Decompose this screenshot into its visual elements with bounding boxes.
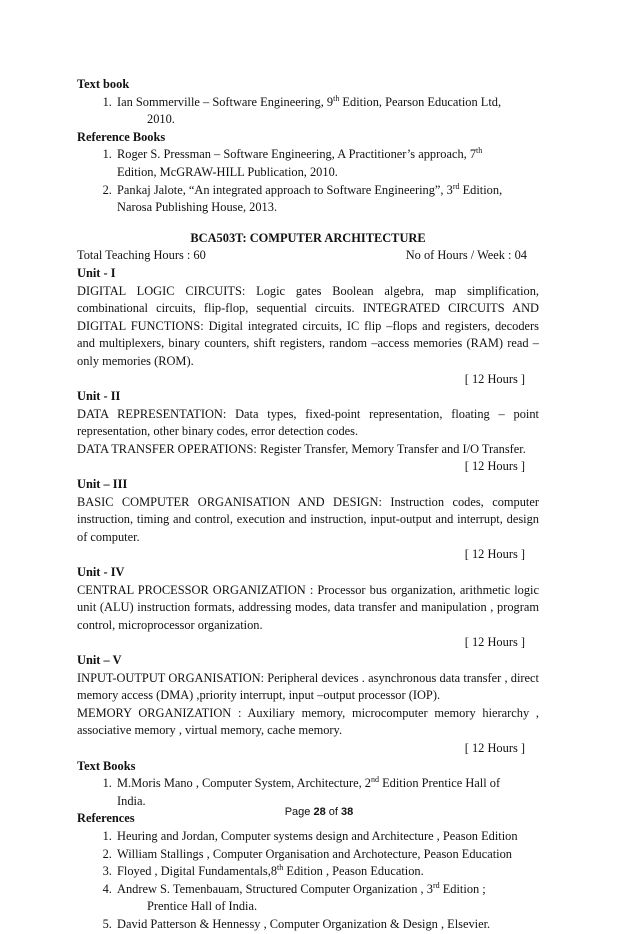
course-title: BCA503T: COMPUTER ARCHITECTURE — [190, 230, 426, 245]
reference-item: 1. Heuring and Jordan, Computer systems design and Architecture , Peason Edition — [115, 828, 539, 846]
textbook-heading: Text book — [77, 77, 130, 91]
references-list — [77, 828, 539, 934]
unit-description: DATA REPRESENTATION: Data types, fixed-point representation, floating – point representation, other binary codes, error detection codes. — [77, 406, 539, 439]
reference-books-heading: Reference Books — [77, 129, 166, 144]
unit-heading: Unit - I — [77, 265, 116, 280]
unit-hours: [ 12 Hours ] — [464, 371, 525, 386]
unit-description: DIGITAL LOGIC CIRCUITS: Logic gates Boolean algebra, map simplification, combinational circuits, flip-flop, sequential circuits. INTEGRATED CIRCUITS AND DIGITAL FUNCTIONS: Digital integrated circuits, IC flip –flops and registers, decoders and multiplexers, binary counters, shift registers, random –access memories (RAM) read –only memories (ROM). — [77, 283, 539, 368]
unit-heading: Unit - IV — [77, 565, 125, 580]
reference-item: 5. David Patterson & Hennessy , Computer Organization & Design , Elsevier. — [115, 916, 539, 934]
textbooks-heading: Text Books — [77, 758, 136, 773]
reference-item: 2. William Stallings , Computer Organisation and Archotecture, Peason Education — [115, 846, 539, 864]
unit-description: CENTRAL PROCESSOR ORGANIZATION : Processor bus organization, arithmetic logic unit (ALU) instruction formats, addressing modes, data transfer and manipulation , program control, microprocessor organization. — [77, 582, 539, 632]
reference-book-item: 2. Pankaj Jalote, “An integrated approach to Software Engineering”, 3rd Edition, Narosa Publishing House, 2013. — [115, 182, 539, 217]
reference-item: 3. Floyed , Digital Fundamentals,8th Edition , Peason Education. — [115, 863, 539, 881]
reference-book-item: 1. Roger S. Pressman – Software Engineering, A Practitioner’s approach, 7th Edition, McGRAW-HILL Publication, 2010. — [115, 146, 539, 181]
unit-description: DATA TRANSFER OPERATIONS: Register Transfer, Memory Transfer and I/O Transfer. — [77, 441, 526, 456]
unit-hours: [ 12 Hours ] — [464, 547, 525, 562]
document-page — [77, 76, 539, 934]
references-heading: References — [77, 811, 135, 826]
page-number: 28 — [313, 806, 326, 818]
unit-hours: [ 12 Hours ] — [464, 740, 525, 755]
unit-hours: [ 12 Hours ] — [464, 635, 525, 650]
unit-description: MEMORY ORGANIZATION : Auxiliary memory, microcomputer memory hierarchy , associative memory , virtual memory, cache memory. — [77, 705, 539, 738]
unit-heading: Unit – III — [77, 477, 128, 492]
reference-item: 4. Andrew S. Temenbauam, Structured Computer Organization , 3rd Edition ; Prentice Hall of India. — [115, 881, 539, 916]
unit-description: BASIC COMPUTER ORGANISATION AND DESIGN: Instruction codes, computer instruction, timing and control, execution and instruction, input-output and interrupt, design of computer. — [77, 494, 539, 544]
total-teaching-hours: Total Teaching Hours : 60 — [77, 248, 206, 263]
hours-per-week: No of Hours / Week : 04 — [405, 248, 527, 263]
unit-description: INPUT-OUTPUT ORGANISATION: Peripheral devices . asynchronous data transfer , direct memory access (DMA) ,priority interrupt, input –output processor (IOP). — [77, 670, 539, 703]
textbook-item: 1. M.Moris Mano , Computer System, Architecture, 2nd Edition Prentice Hall of India. — [115, 775, 539, 810]
textbook-item: 1. Ian Sommerville – Software Engineering, 9th Edition, Pearson Education Ltd, 2010. — [115, 94, 539, 129]
unit-hours: [ 12 Hours ] — [464, 459, 525, 474]
reference-books-list — [77, 146, 539, 216]
hours-line — [77, 247, 539, 265]
unit-heading: Unit – V — [77, 653, 122, 667]
textbook-list — [77, 94, 539, 129]
unit-heading: Unit - II — [77, 389, 121, 404]
page-footer: Page 28 of 38 — [284, 806, 354, 818]
page-total: 38 — [341, 806, 354, 818]
